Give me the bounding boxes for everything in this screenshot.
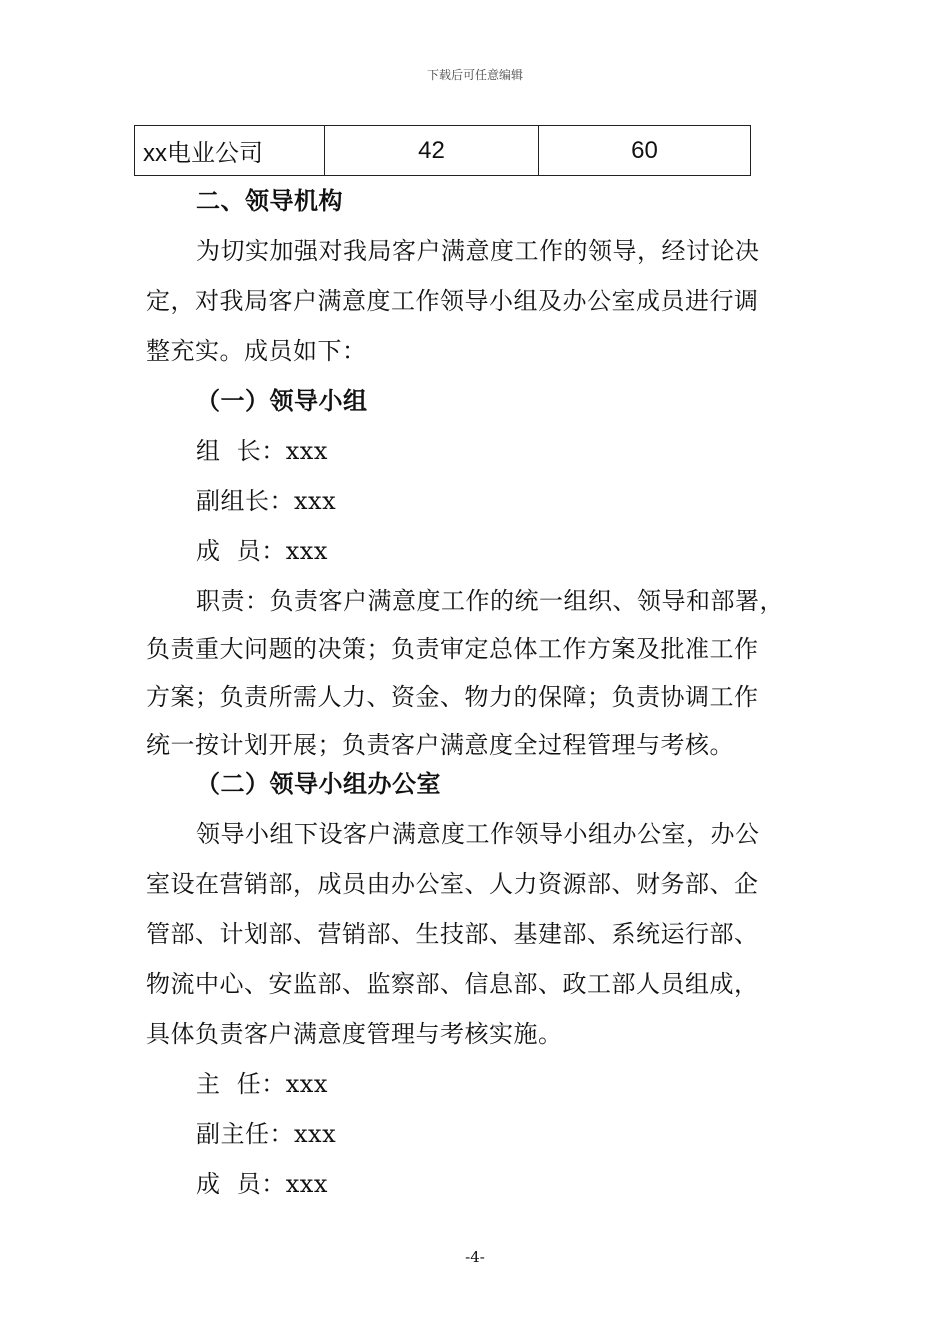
subsection-title: （二）领导小组办公室	[196, 770, 441, 798]
members-line: 成 员：xxx	[196, 1170, 328, 1198]
table-cell: 60	[539, 126, 751, 176]
data-table	[134, 125, 751, 176]
paragraph-line: 整充实。成员如下：	[146, 337, 367, 365]
duty-line: 统一按计划开展；负责客户满意度全过程管理与考核。	[146, 731, 734, 759]
members-line: 成 员：xxx	[196, 537, 328, 565]
table-cell: xx电业公司	[135, 126, 325, 176]
director-line: 主 任：xxx	[196, 1070, 328, 1098]
section-title: 二、领导机构	[196, 187, 343, 215]
duty-line: 负责重大问题的决策；负责审定总体工作方案及批准工作	[146, 635, 759, 663]
subsection-title: （一）领导小组	[196, 387, 368, 415]
leader-line: 组 长：xxx	[196, 437, 328, 465]
deputy-leader-line: 副组长：xxx	[196, 487, 337, 515]
table-cell: 42	[325, 126, 539, 176]
duty-line: 方案；负责所需人力、资金、物力的保障；负责协调工作	[146, 683, 759, 711]
paragraph-line: 物流中心、安监部、监察部、信息部、政工部人员组成，	[146, 970, 759, 998]
page-number: -4-	[465, 1248, 485, 1266]
paragraph-line: 为切实加强对我局客户满意度工作的领导，经讨论决	[196, 237, 760, 265]
paragraph-line: 具体负责客户满意度管理与考核实施。	[146, 1020, 563, 1048]
page-header: 下载后可任意编辑	[426, 68, 523, 82]
deputy-director-line: 副主任：xxx	[196, 1120, 337, 1148]
table-row	[135, 126, 751, 176]
paragraph-line: 领导小组下设客户满意度工作领导小组办公室，办公	[196, 820, 760, 848]
paragraph-line: 定，对我局客户满意度工作领导小组及办公室成员进行调	[146, 287, 759, 315]
duty-line: 职责：负责客户满意度工作的统一组织、领导和部署，	[196, 587, 784, 615]
paragraph-line: 管部、计划部、营销部、生技部、基建部、系统运行部、	[146, 920, 759, 948]
paragraph-line: 室设在营销部，成员由办公室、人力资源部、财务部、企	[146, 870, 759, 898]
